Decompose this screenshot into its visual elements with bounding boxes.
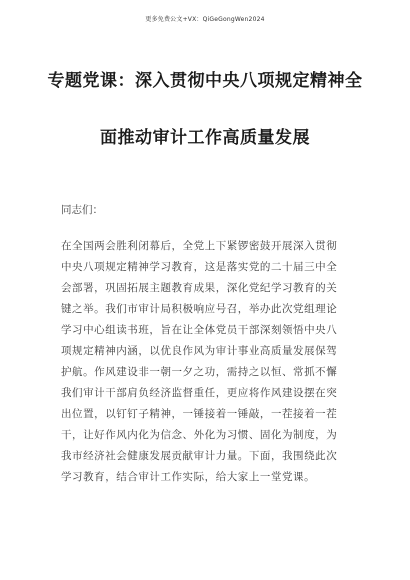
body-line: 学习中心组读书班，旨在让全体党员干部深刻领悟中央八 — [61, 324, 338, 336]
body-line: 键之举。我们市审计局积极响应号召，举办此次党组理论 — [61, 303, 338, 315]
body-line: 干，让好作风内化为信念、外化为习惯、固化为制度，为 — [61, 429, 338, 441]
body-paragraph — [61, 236, 353, 488]
body-line: 会部署，巩固拓展主题教育成果，深化党纪学习教育的关 — [61, 282, 338, 294]
header-note: 更多免费公文+VX：QiGeGongWen2024 — [145, 16, 265, 23]
body-line: 我们审计干部肩负经济监督重任，更应将作风建设摆在突 — [61, 387, 338, 399]
body-line: 我市经济社会健康发展贡献审计力量。下面，我围绕此次 — [61, 450, 338, 462]
document-title-line-2: 面推动审计工作高质量发展 — [100, 128, 310, 148]
body-line: 中央八项规定精神学习教育，这是落实党的二十届三中全 — [61, 261, 338, 273]
salutation: 同志们： — [61, 204, 103, 216]
body-line: 学习教育，结合审计工作实际，给大家上一堂党课。 — [61, 471, 316, 483]
body-line: 出位置，以钉钉子精神，一锤接着一锤敲，一茬接着一茬 — [61, 408, 338, 420]
body-line: 项规定精神内涵，以优良作风为审计事业高质量发展保驾 — [61, 345, 338, 357]
document-title-line-1: 专题党课：深入贯彻中央八项规定精神全 — [47, 71, 363, 91]
body-line: 在全国两会胜利闭幕后，全党上下紧锣密鼓开展深入贯彻 — [61, 240, 338, 252]
body-line: 护航。作风建设非一朝一夕之功，需持之以恒、常抓不懈 — [61, 366, 338, 378]
